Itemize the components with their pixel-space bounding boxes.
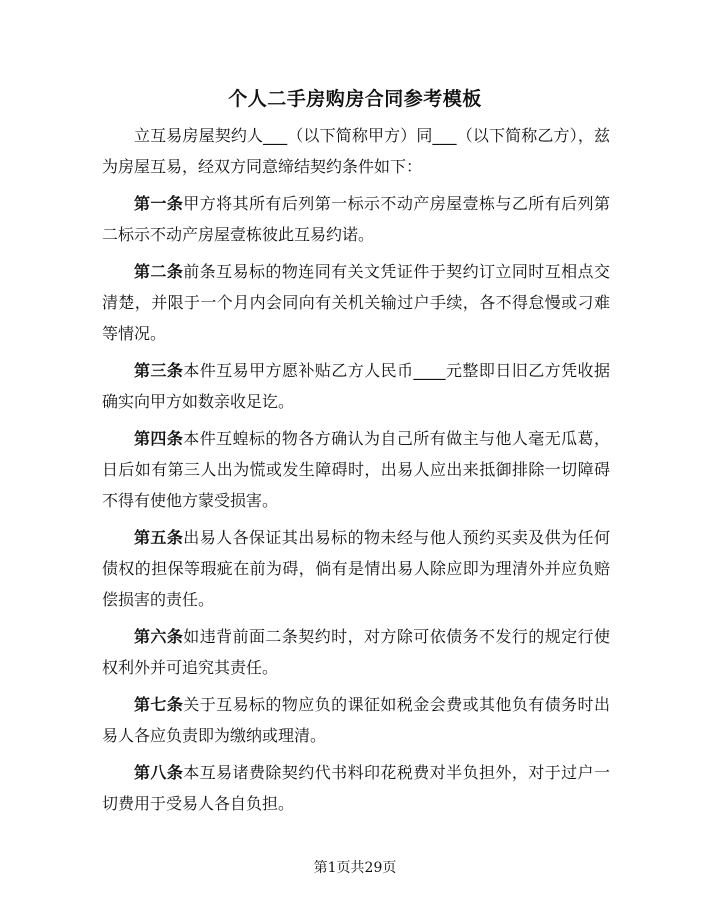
article-1-text: 甲方将其所有后列第一标示不动产房屋壹栋与乙所有后列第二标示不动产房屋壹栋彼此互易约诺。 bbox=[102, 194, 610, 244]
article-2-heading: 第二条 bbox=[134, 262, 184, 281]
article-4-text: 本件互蝗标的物各方确认为自己所有做主与他人毫无瓜葛，日后如有第三人出为慌或发生障碍时，出易人应出来抵御排除一切障碍不得有使他方蒙受损害。 bbox=[102, 429, 610, 510]
article-4-heading: 第四条 bbox=[134, 429, 184, 448]
article-6-heading: 第六条 bbox=[134, 627, 184, 646]
article-5-text: 出易人各保证其出易标的物未经与他人预约买卖及供为任何债权的担保等瑕疵在前为碍，倘有是情出易人除应即为理清外并应负赔偿损害的责任。 bbox=[102, 528, 610, 609]
article-8-text: 本互易诸费除契约代书料印花税费对半负担外，对于过户一切费用于受易人各自负担。 bbox=[102, 763, 610, 813]
article-6 bbox=[102, 621, 610, 683]
article-2-text: 前条互易标的物连同有关文凭证件于契约订立同时互相点交清楚，并限于一个月内会同向有关机关输过户手续，各不得怠慢或刁难等情况。 bbox=[102, 262, 610, 343]
article-4 bbox=[102, 423, 610, 516]
article-8-heading: 第八条 bbox=[134, 763, 184, 782]
article-3-text: 本件互易甲方愿补贴乙方人民币____元整即日旧乙方凭收据确实向甲方如数亲收足讫。 bbox=[102, 361, 610, 411]
article-7 bbox=[102, 689, 610, 751]
article-7-heading: 第七条 bbox=[134, 695, 184, 714]
article-3-heading: 第三条 bbox=[134, 361, 184, 380]
page-number-footer: 第1页共29页 bbox=[313, 860, 397, 876]
article-5 bbox=[102, 522, 610, 615]
article-2 bbox=[102, 256, 610, 349]
article-7-text: 关于互易标的物应负的课征如税金会费或其他负有债务时出易人各应负责即为缴纳或理清。 bbox=[102, 695, 610, 745]
article-3 bbox=[102, 355, 610, 417]
article-5-heading: 第五条 bbox=[134, 528, 184, 547]
intro-paragraph: 立互易房屋契约人___（以下简称甲方）同___（以下简称乙方），兹为房屋互易，经双方同意缔结契约条件如下： bbox=[102, 126, 610, 176]
article-1-heading: 第一条 bbox=[134, 194, 184, 213]
article-8 bbox=[102, 757, 610, 819]
article-6-text: 如违背前面二条契约时，对方除可依债务不发行的规定行使权利外并可追究其责任。 bbox=[102, 627, 610, 677]
article-1 bbox=[102, 188, 610, 250]
document-body bbox=[102, 120, 610, 825]
document-title: 个人二手房购房合同参考模板 bbox=[228, 88, 482, 110]
